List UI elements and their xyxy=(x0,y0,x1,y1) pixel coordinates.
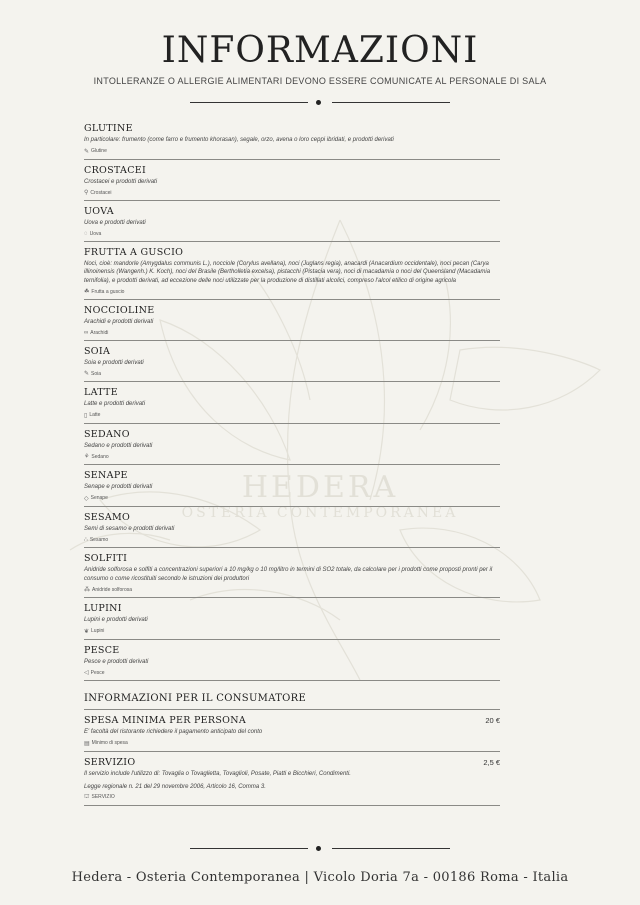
item-header xyxy=(84,118,500,134)
item-tag xyxy=(84,231,500,237)
wheat-icon: ✎ xyxy=(84,148,90,155)
item-description: In particolare: frumento (come farro e frumento khorasan), segale, orzo, avena o loro ceppi ibridati, e prodotti derivati xyxy=(84,137,394,143)
item-description: Noci, cioè: mandorle (Amygdalus communis L.), nocciole (Corylus avellana), noci (Juglans regia), anacardi (Anacardium occidentale), noci pecan (Carya illinoinensis (Wangenh.) K. Koch), noci del Brasile (Bertholletia excelsa), pistacchi (Pistacia vera), noci di macadamia o noci del Queensland (Macadamia ternifolia), e prodotti derivati, ad eccezione delle noci utilizzate per la produzione di distillati alcolici, compreso l'alcol etilico di origine agricola xyxy=(84,260,491,284)
item-header xyxy=(84,242,500,258)
item-name: LATTE xyxy=(84,387,118,398)
item-price: 20 € xyxy=(485,716,500,725)
bottom-divider xyxy=(190,844,450,854)
item-description: Latte e prodotti derivati xyxy=(84,401,146,407)
mustard-icon: ◇ xyxy=(84,495,89,502)
item-description: Pesce e prodotti derivati xyxy=(84,658,149,665)
item-header xyxy=(84,300,500,316)
list-item xyxy=(84,242,500,301)
item-description: Soia e prodotti derivati xyxy=(84,359,144,366)
list-item xyxy=(84,710,500,752)
item-header xyxy=(84,465,500,481)
item-tag-label: Glutine xyxy=(91,148,107,154)
celery-icon: ⚘ xyxy=(84,454,90,460)
item-name: FRUTTA A GUSCIO xyxy=(84,246,184,258)
item-tag xyxy=(84,793,500,801)
watermark-logo-subtitle: OSTERIA CONTEMPORANEA xyxy=(181,505,459,521)
item-tag xyxy=(84,669,500,676)
item-tag xyxy=(84,495,500,502)
item-description: Arachidi e prodotti derivati xyxy=(84,319,154,325)
item-description: Crostacei e prodotti derivati xyxy=(84,178,158,185)
item-description: E' facoltà del ristorante richiedere il pagamento anticipato del conto xyxy=(84,729,263,735)
item-header xyxy=(84,201,500,217)
item-tag xyxy=(84,330,500,336)
item-tag-label: Sedano xyxy=(91,453,109,460)
item-header xyxy=(84,598,500,614)
item-name: SOLFITI xyxy=(84,553,128,564)
egg-icon: ◌ xyxy=(84,230,88,237)
item-tag-label: Minimo di spesa xyxy=(91,740,128,746)
item-price: 2,5 € xyxy=(483,757,500,767)
sesame-icon: ∴ xyxy=(84,537,88,543)
item-header xyxy=(84,640,500,656)
list-item xyxy=(84,118,500,160)
peanut-icon: ∞ xyxy=(84,329,89,336)
item-tag xyxy=(84,148,500,155)
soy-icon: ✎ xyxy=(84,371,90,377)
page-subtitle: INTOLLERANZE O ALLERGIE ALIMENTARI DEVONO ESSERE COMUNICATE AL PERSONALE DI SALA xyxy=(93,76,547,86)
list-item xyxy=(84,160,500,202)
item-header xyxy=(84,424,500,440)
milk-icon: ▯ xyxy=(84,412,88,419)
item-tag-label: Sesamo xyxy=(89,536,109,543)
item-tag-label: Pesce xyxy=(90,669,105,676)
item-name: SPESA MINIMA PER PERSONA xyxy=(84,715,247,726)
item-description: Senape e prodotti derivati xyxy=(84,484,153,490)
item-tag-label: Frutta a guscio xyxy=(91,288,125,295)
footer-address: Hedera - Osteria Contemporanea | Vicolo Doria 7a - 00186 Roma - Italia xyxy=(71,870,569,885)
list-item xyxy=(84,300,500,341)
list-item xyxy=(84,548,500,598)
item-tag xyxy=(84,288,500,295)
fish-icon: ◁ xyxy=(84,670,89,676)
item-name: SENAPE xyxy=(84,470,128,481)
list-item xyxy=(84,598,500,640)
sulfite-icon: ⁂ xyxy=(84,587,90,593)
list-item xyxy=(84,424,500,466)
item-name: PESCE xyxy=(84,644,120,656)
item-tag xyxy=(84,586,500,593)
item-name: SOIA xyxy=(84,345,111,357)
item-name: UOVA xyxy=(84,206,114,217)
item-tag xyxy=(84,740,500,747)
list-item xyxy=(84,201,500,242)
list-item xyxy=(84,382,500,424)
item-header xyxy=(84,507,500,523)
legal-note: Legge regionale n. 21 del 29 novembre 2006, Articolo 16, Comma 3. xyxy=(84,784,266,790)
item-tag-label: Latte xyxy=(89,412,101,418)
item-name: CROSTACEI xyxy=(84,164,147,176)
item-header xyxy=(84,341,500,357)
item-header xyxy=(84,548,500,564)
item-description: Lupini e prodotti derivati xyxy=(84,617,148,623)
item-tag xyxy=(84,536,500,543)
item-tag-label: Lupini xyxy=(91,628,105,634)
item-tag-label: Anidride solforosa xyxy=(92,586,133,593)
item-tag xyxy=(84,628,500,635)
item-tag-label: SERVIZIO xyxy=(91,794,115,800)
item-name: SEDANO xyxy=(84,428,130,440)
item-header xyxy=(84,160,500,176)
wallet-icon: ▤ xyxy=(84,740,90,747)
item-header xyxy=(84,710,500,726)
item-tag-label: Arachidi xyxy=(90,329,109,336)
item-description: Semi di sesamo e prodotti derivati xyxy=(84,525,175,532)
item-tag-label: Uova xyxy=(89,230,102,237)
top-divider xyxy=(190,98,450,108)
item-name: LUPINI xyxy=(84,603,122,614)
item-tag xyxy=(84,412,500,419)
nut-icon: ☘ xyxy=(84,289,90,295)
watermark-logo: HEDERA xyxy=(241,470,399,505)
item-tag xyxy=(84,189,500,196)
list-item xyxy=(84,640,500,682)
item-description: Anidride solforosa e solfiti a concentrazioni superiori a 10 mg/kg o 10 mg/litro in termini di SO2 totale, da calcolare per i prodotti come proposti pronti per il consumo o come ricostituiti secondo le istruzioni dei produttori xyxy=(84,567,493,582)
item-tag-label: Senape xyxy=(90,495,108,501)
item-description: Il servizio include l'utilizzo di: Tovaglia o Tovaglietta, Tovaglioli, Posate, Piatti e Bicchieri, Condimenti. xyxy=(84,770,351,777)
item-name: GLUTINE xyxy=(84,123,133,134)
item-tag-label: Crostacei xyxy=(90,189,112,196)
item-header xyxy=(84,752,500,768)
list-item xyxy=(84,507,500,549)
item-name: SERVIZIO xyxy=(84,756,136,768)
item-description: Uova e prodotti derivati xyxy=(84,220,146,226)
allergen-list xyxy=(84,118,500,806)
item-name: SESAMO xyxy=(84,511,131,523)
item-name: NOCCIOLINE xyxy=(84,305,155,316)
list-item xyxy=(84,465,500,507)
item-tag xyxy=(84,370,500,377)
page-title: INFORMAZIONI xyxy=(161,30,479,71)
item-header xyxy=(84,382,500,398)
shrimp-icon: ⚲ xyxy=(84,190,89,196)
list-item xyxy=(84,752,500,807)
item-tag-label: Soia xyxy=(91,370,102,377)
consumer-info-title: INFORMAZIONI PER IL CONSUMATORE xyxy=(84,693,500,710)
list-item xyxy=(84,341,500,383)
item-tag xyxy=(84,453,500,460)
service-icon: ⛫ xyxy=(84,794,90,800)
item-description: Sedano e prodotti derivati xyxy=(84,442,153,449)
lupin-icon: ❦ xyxy=(84,628,90,635)
